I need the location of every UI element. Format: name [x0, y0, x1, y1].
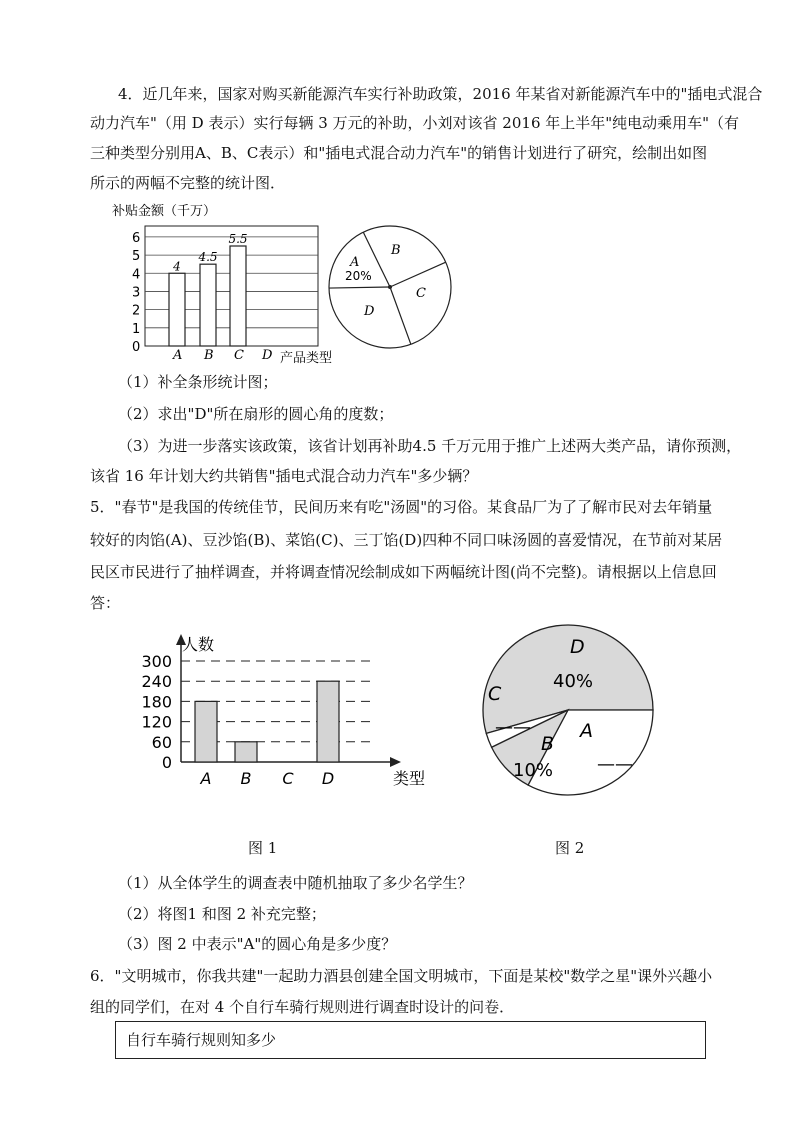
chart2-ytick-label: 120	[141, 712, 172, 732]
q4-line-1: 4．近几年来，国家对购买新能源汽车实行补助政策，2016 年某省对新能源汽车中的"插电式混合	[118, 85, 763, 103]
q5-line-2: 较好的肉馅(A)、豆沙馅(B)、菜馅(C)、三丁馅(D)四种不同口味汤圆的喜爱情况，在节前对某居	[90, 531, 723, 549]
chart2-xtick-label: C	[282, 769, 294, 788]
chart1-ytick-label: 2	[132, 303, 141, 319]
pie1-label-C: C	[416, 286, 426, 301]
pie1-percent-A: 20%	[345, 269, 372, 283]
chart1-xtick-label: A	[173, 348, 183, 363]
q5-line-3: 民区市民进行了抽样调查，并将调查情况绘制成如下两幅统计图(尚不完整)。请根据以上信息回	[90, 563, 717, 581]
q4-line-2: 动力汽车"（用 D 表示）实行每辆 3 万元的补助，小刘对该省 2016 年上半年"纯电动乘用车"（有	[90, 114, 740, 132]
q4-line-3: 三种类型分别用A、B、C表示）和"插电式混合动力汽车"的销售计划进行了研究，绘制出如图	[90, 144, 708, 162]
chart1-xtick-label: B	[204, 348, 214, 363]
pie2-value-B: 10%	[513, 760, 554, 781]
questionnaire-title: 自行车骑行规则知多少	[126, 1031, 277, 1049]
chart1-ytick-label: 5	[132, 249, 141, 265]
q5-sub-2: （2）将图1 和图 2 补充完整；	[118, 905, 326, 923]
figure-1-caption: 图 1	[248, 839, 278, 857]
chart1-data-label: 4	[173, 259, 181, 274]
chart1-xlabel: 产品类型	[280, 351, 333, 366]
pie2-label-B: B	[541, 733, 555, 755]
figure-2-caption: 图 2	[555, 839, 585, 857]
q4-sub-1: （1）补全条形统计图；	[118, 373, 278, 391]
chart1-xtick-label: D	[262, 348, 273, 363]
q6-line-2: 组的同学们，在对 4 个自行车骑行规则进行调查时设计的问卷．	[90, 998, 515, 1016]
chart1-data-label: 5.5	[228, 232, 248, 246]
q5-line-4: 答：	[90, 594, 121, 612]
pie2-value-A: ——	[597, 754, 633, 775]
pie1-label-A: A	[350, 255, 360, 270]
chart1-ytick-label: 0	[132, 340, 141, 355]
chart2-ytick-label: 0	[161, 753, 172, 772]
chart2-xtick-label: B	[240, 769, 252, 788]
chart1-ytick-label: 4	[132, 267, 141, 283]
chart2-ylabel: 人数	[182, 635, 215, 654]
chart2-ytick-label: 300	[141, 652, 172, 671]
pie2-label-D: D	[570, 636, 585, 658]
pie2-label-C: C	[488, 683, 502, 705]
pie2-value-D: 40%	[553, 671, 594, 692]
chart2-ytick-label: 60	[151, 732, 172, 752]
q4-sub-4: 该省 16 年计划大约共销售"插电式混合动力汽车"多少辆？	[90, 467, 478, 485]
chart1-title: 补贴金额（千万）	[112, 204, 217, 219]
questionnaire-box	[115, 1021, 706, 1059]
chart1-xtick-label: C	[234, 348, 244, 363]
q5-sub-3: （3）图 2 中表示"A"的圆心角是多少度？	[118, 935, 397, 953]
q4-sub-3: （3）为进一步落实该政策，该省计划再补助4.5 千万元用于推广上述两大类产品，请你预测，	[118, 437, 742, 455]
chart2-ytick-label: 240	[141, 672, 172, 692]
chart2-xlabel: 类型	[393, 769, 426, 788]
chart1-data-label: 4.5	[198, 250, 218, 265]
q5-line-1: 5．"春节"是我国的传统佳节，民间历来有吃"汤圆"的习俗。某食品厂为了了解市民对去年销量	[90, 498, 713, 516]
pie2-label-A: A	[580, 720, 593, 742]
chart1-ytick-label: 3	[132, 285, 141, 301]
pie1-label-D: D	[364, 304, 375, 319]
q4-line-4: 所示的两幅不完整的统计图．	[90, 174, 286, 192]
q4-sub-2: （2）求出"D"所在扇形的圆心角的度数；	[118, 405, 394, 423]
chart1-ytick-label: 6	[132, 230, 141, 246]
pie1-label-B: B	[391, 243, 401, 258]
q6-line-1: 6．"文明城市，你我共建"一起助力酒县创建全国文明城市，下面是某校"数学之星"课外兴趣小	[90, 967, 713, 985]
chart2-xtick-label: D	[321, 769, 335, 788]
chart2-ytick-label: 180	[141, 692, 172, 712]
chart2-xtick-label: A	[200, 769, 212, 788]
pie2-value-C: ——	[495, 717, 531, 738]
q5-sub-1: （1）从全体学生的调查表中随机抽取了多少名学生？	[118, 874, 473, 892]
chart1-ytick-label: 1	[132, 321, 141, 337]
